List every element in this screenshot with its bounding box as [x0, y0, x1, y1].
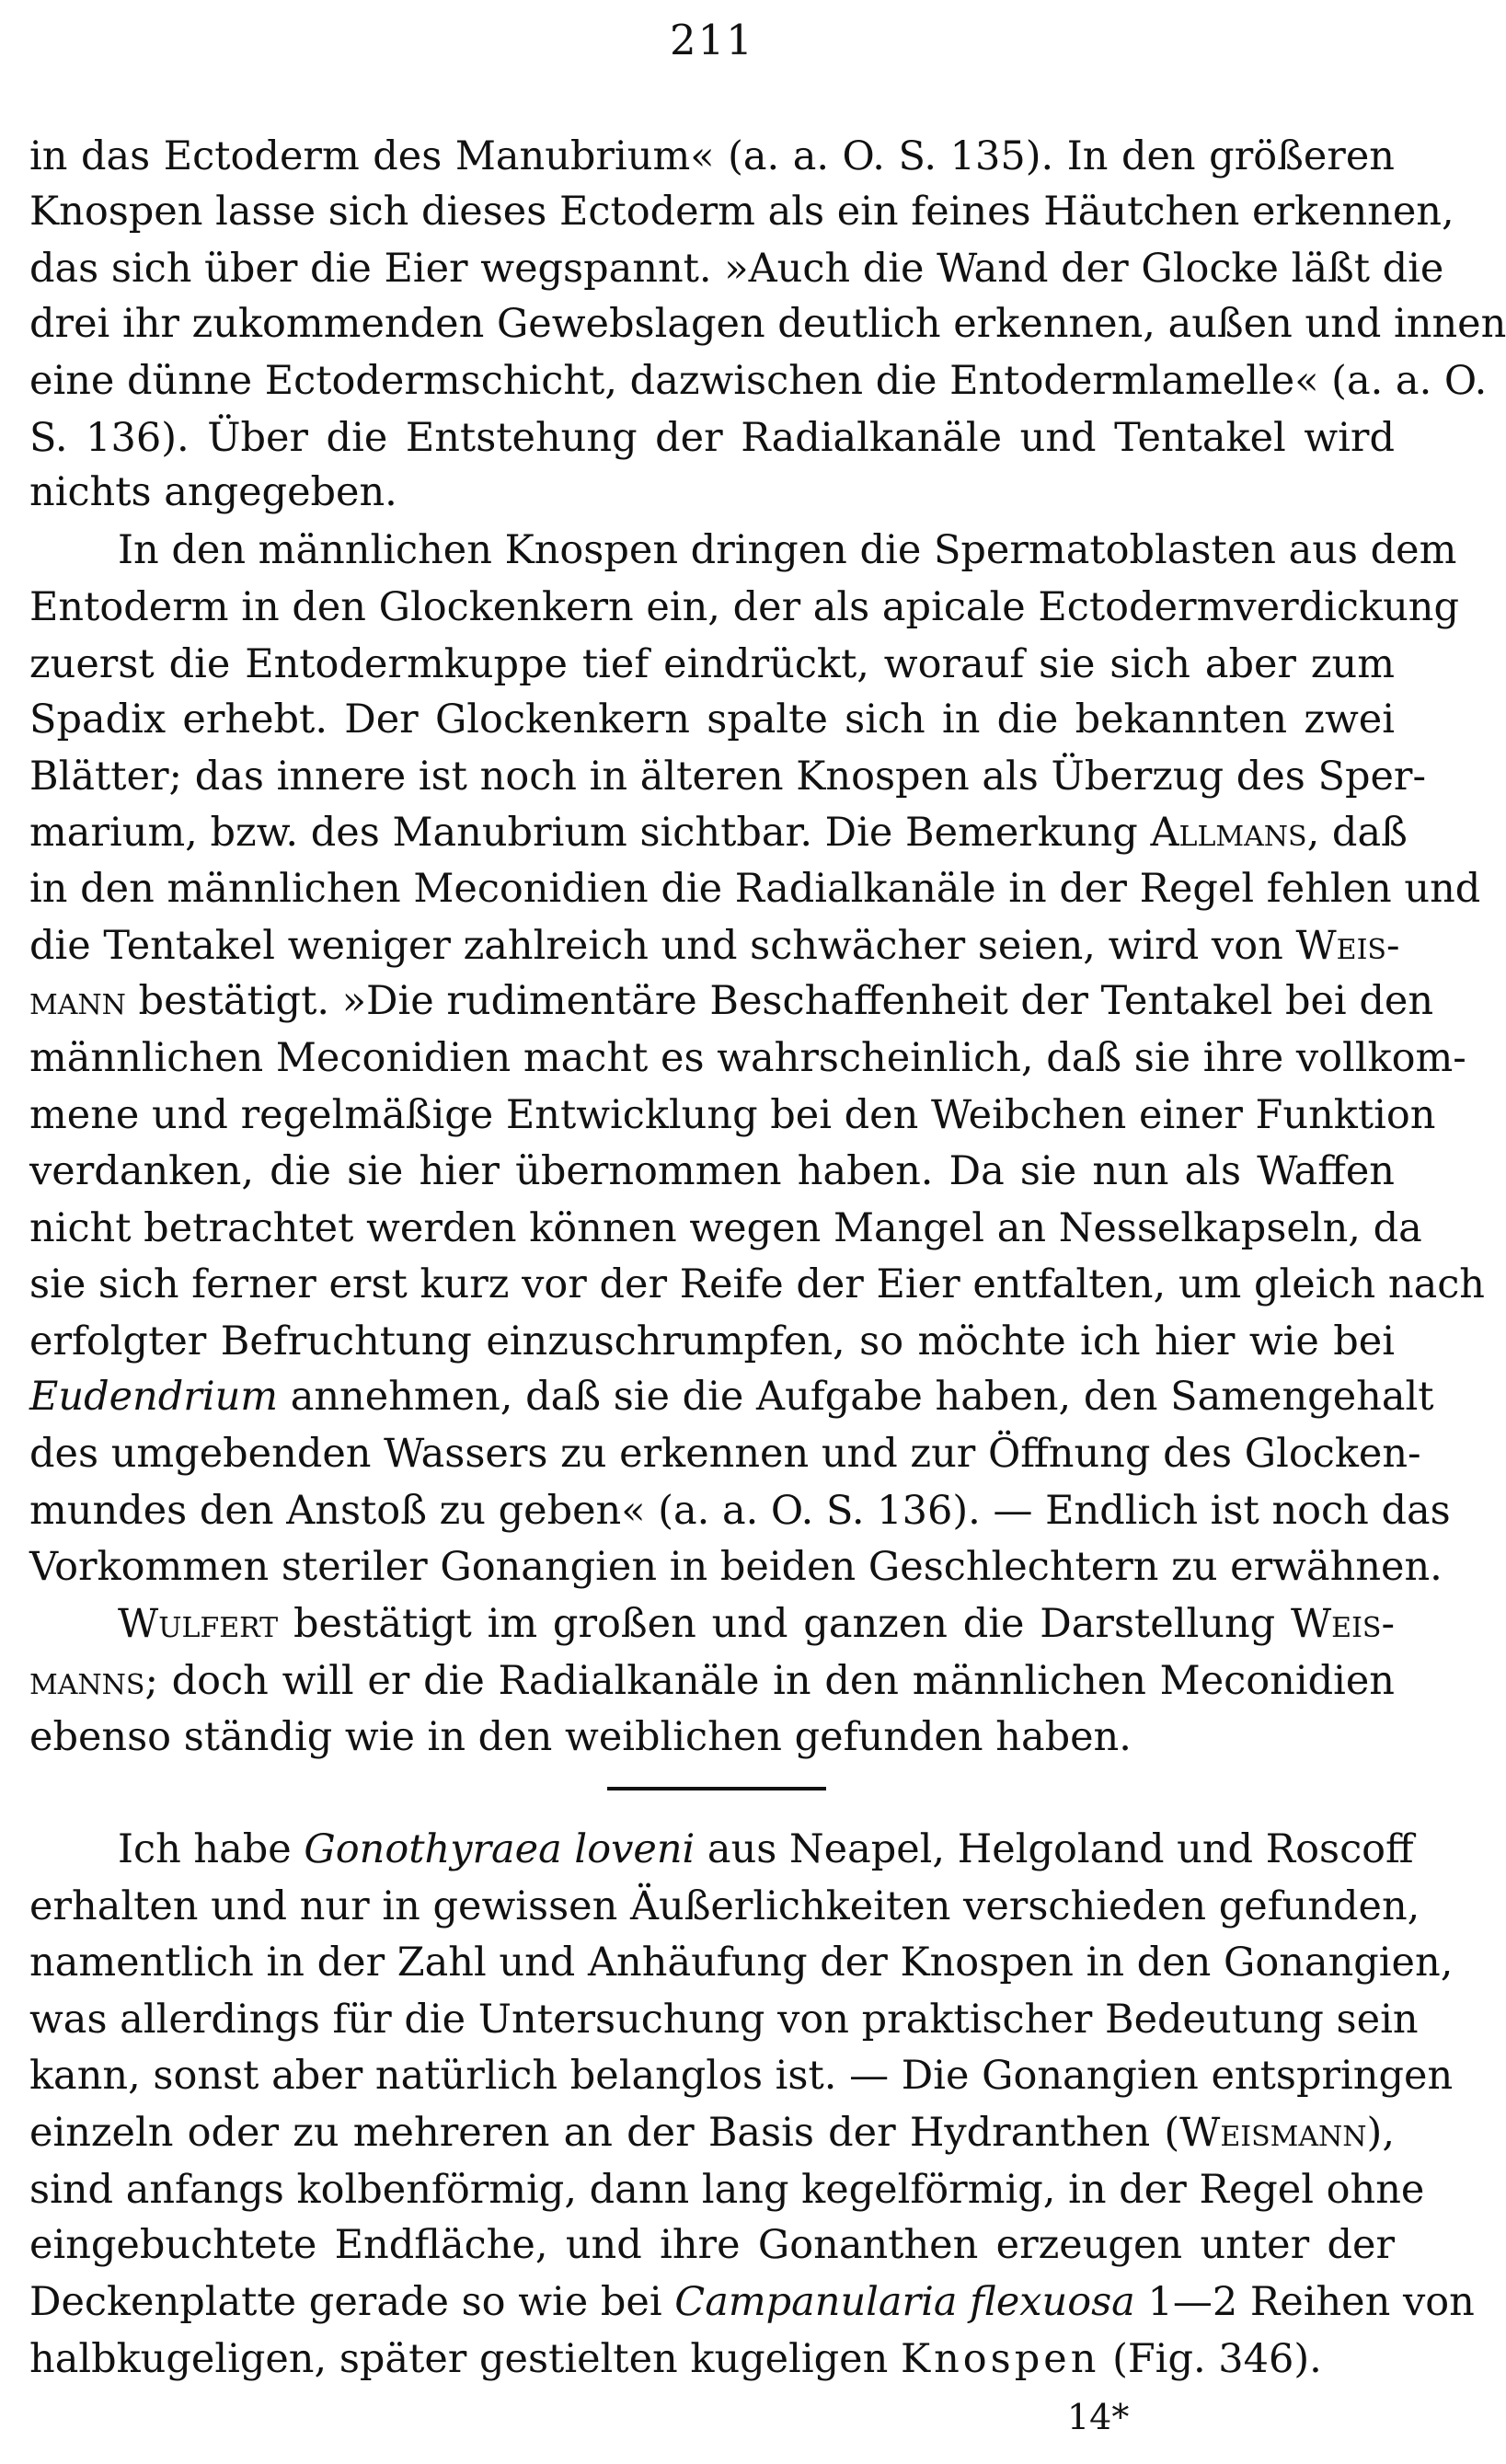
text-line: Spadix erhebt. Der Glockenkern spalte sich in die bekannten zwei	[29, 697, 1395, 743]
text-line: kann, sonst aber natürlich belanglos ist. — Die Gonangien entspringen	[29, 2053, 1454, 2099]
author-name: Wulfert	[118, 1601, 279, 1647]
text-line: Knospen lasse sich dieses Ectoderm als ein feines Häutchen erkennen,	[29, 189, 1454, 235]
printer-signature: 14*	[1067, 2397, 1130, 2437]
text-line: sie sich ferner erst kurz vor der Reife der Eier entfalten, um gleich nach	[29, 1261, 1485, 1307]
text-line: marium, bzw. des Manubrium sichtbar. Die Bemerkung Allmans, daß	[29, 810, 1408, 856]
text-line: S. 136). Über die Entstehung der Radialkanäle und Tentakel wird	[29, 415, 1395, 461]
text-line: in das Ectoderm des Manubrium« (a. a. O. S. 135). In den größeren	[29, 133, 1395, 179]
text-line: Deckenplatte gerade so wie bei Campanularia flexuosa 1—2 Reihen von	[29, 2279, 1475, 2325]
author-name: mann	[29, 978, 126, 1024]
section-divider	[607, 1787, 826, 1790]
text-line: verdanken, die sie hier übernommen haben. Da sie nun als Waffen	[29, 1148, 1395, 1194]
author-name: Weis-	[1290, 1601, 1395, 1647]
text-line: Vorkommen steriler Gonangien in beiden Geschlechtern zu erwähnen.	[29, 1544, 1443, 1590]
text-line: eine dünne Ectodermschicht, dazwischen die Entodermlamelle« (a. a. O.	[29, 358, 1488, 404]
text-line: sind anfangs kolbenförmig, dann lang kegelförmig, in der Regel ohne	[29, 2167, 1425, 2213]
text-line: namentlich in der Zahl und Anhäufung der Knospen in den Gonangien,	[29, 1940, 1454, 1986]
text-line: männlichen Meconidien macht es wahrscheinlich, daß sie ihre vollkom-	[29, 1035, 1466, 1081]
taxon-name: Eudendrium	[29, 1374, 279, 1420]
text-line: des umgebenden Wassers zu erkennen und zur Öffnung des Glocken-	[29, 1431, 1421, 1477]
text-line: die Tentakel weniger zahlreich und schwächer seien, wird von Weis-	[29, 923, 1400, 969]
author-name: Weis-	[1295, 923, 1400, 969]
text-line: erfolgter Befruchtung einzuschrumpfen, so möchte ich hier wie bei	[29, 1318, 1395, 1364]
text-line: einzeln oder zu mehreren an der Basis der Hydranthen (Weismann),	[29, 2110, 1395, 2156]
text-line: ebenso ständig wie in den weiblichen gefunden haben.	[29, 1714, 1132, 1760]
text-line: eingebuchtete Endfläche, und ihre Gonanthen erzeugen unter der	[29, 2222, 1395, 2268]
text-line: zuerst die Entodermkuppe tief eindrückt, worauf sie sich aber zum	[29, 641, 1395, 687]
text-line: Entoderm in den Glockenkern ein, der als apicale Ectodermverdickung	[29, 584, 1459, 630]
author-name: manns	[29, 1658, 145, 1704]
text-line: Wulfert bestätigt im großen und ganzen die Darstellung Weis-	[118, 1601, 1395, 1647]
text-line: Eudendrium annehmen, daß sie die Aufgabe haben, den Samengehalt	[29, 1374, 1434, 1420]
text-line: In den männlichen Knospen dringen die Spermatoblasten aus dem	[118, 527, 1457, 573]
text-line: nicht betrachtet werden können wegen Mangel an Nesselkapseln, da	[29, 1205, 1422, 1251]
text-line: Blätter; das innere ist noch in älteren Knospen als Überzug des Sper-	[29, 754, 1427, 800]
text-line: das sich über die Eier wegspannt. »Auch die Wand der Glocke läßt die	[29, 246, 1444, 292]
taxon-name: Gonothyraea loveni	[304, 1826, 696, 1872]
spaced-term: Knospen	[900, 2336, 1100, 2382]
page-number: 211	[670, 16, 754, 64]
text-line: mann bestätigt. »Die rudimentäre Beschaffenheit der Tentakel bei den	[29, 978, 1434, 1024]
text-line: drei ihr zukommenden Gewebslagen deutlich erkennen, außen und innen	[29, 301, 1506, 347]
text-line: nichts angegeben.	[29, 469, 397, 515]
text-line: manns; doch will er die Radialkanäle in den männlichen Meconidien	[29, 1658, 1395, 1704]
text-line: was allerdings für die Untersuchung von praktischer Bedeutung sein	[29, 1997, 1419, 2043]
text-line: erhalten und nur in gewissen Äußerlichkeiten verschieden gefunden,	[29, 1883, 1420, 1929]
text-line: mundes den Anstoß zu geben« (a. a. O. S. 136). — Endlich ist noch das	[29, 1488, 1451, 1534]
text-line: mene und regelmäßige Entwicklung bei den Weibchen einer Funktion	[29, 1092, 1436, 1138]
taxon-name: Campanularia flexuosa	[674, 2279, 1135, 2325]
author-name: Allmans	[1150, 810, 1307, 856]
text-line: halbkugeligen, später gestielten kugeligen Knospen (Fig. 346).	[29, 2336, 1322, 2382]
text-line: in den männlichen Meconidien die Radialkanäle in der Regel fehlen und	[29, 866, 1481, 912]
text-line: Ich habe Gonothyraea loveni aus Neapel, Helgoland und Roscoff	[118, 1826, 1414, 1872]
author-name: Weismann	[1179, 2110, 1367, 2156]
